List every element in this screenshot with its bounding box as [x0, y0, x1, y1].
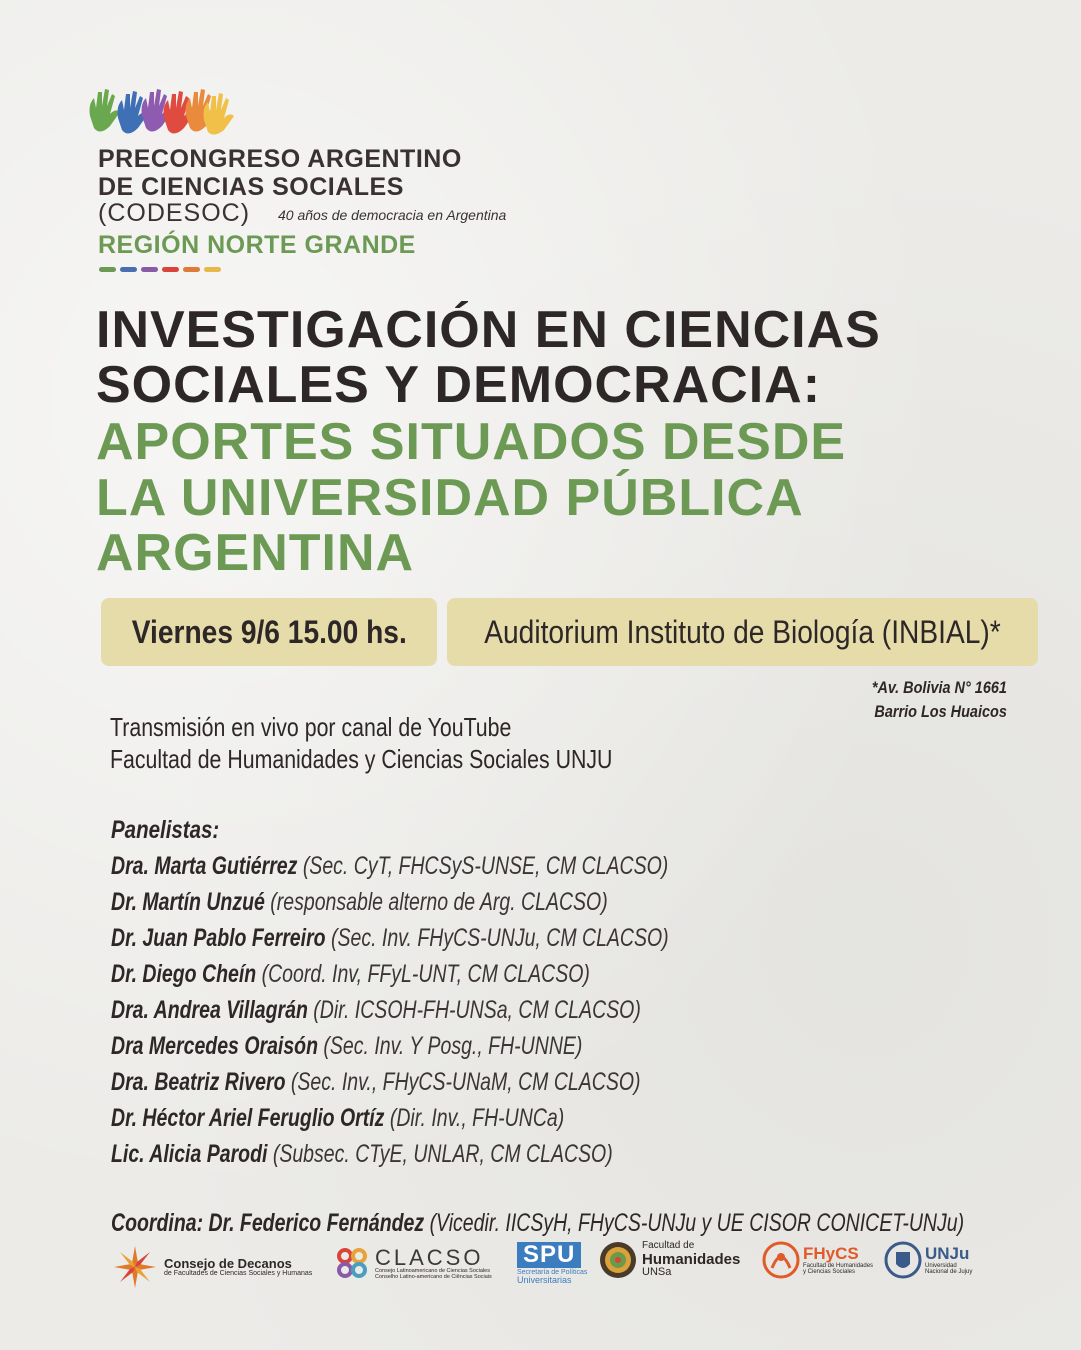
header-tagline: 40 años de democracia en Argentina: [278, 207, 507, 223]
panelist-affiliation: (Sec. Inv. FHyCS-UNJu, CM CLACSO): [325, 924, 669, 952]
header-region: REGIÓN NORTE GRANDE: [98, 231, 416, 259]
event-date-pill: [101, 598, 437, 666]
color-stripe: [141, 267, 158, 272]
panelist-name: Dr. Martín Unzué: [111, 888, 265, 916]
color-stripe: [183, 267, 200, 272]
unju-title: UNJu: [925, 1243, 970, 1263]
fhycs-title: FHyCS: [803, 1243, 859, 1263]
unju-subtitle-1: Universidad: [925, 1262, 957, 1269]
color-stripe: [204, 267, 221, 272]
title-line-1: INVESTIGACIÓN EN CIENCIAS: [96, 301, 881, 359]
panelist-item: [111, 885, 669, 921]
panelist-name: Dra. Marta Gutiérrez: [111, 852, 298, 880]
title-line-5: ARGENTINA: [96, 524, 415, 582]
decanos-title: Consejo de Decanos: [164, 1255, 292, 1271]
decanos-subtitle: de Facultades de Ciencias Sociales y Humanas: [164, 1270, 313, 1278]
mandala-icon: [598, 1240, 638, 1280]
color-stripe: [99, 267, 116, 272]
spu-title: SPU: [517, 1242, 581, 1268]
panelist-affiliation: (responsable alterno de Arg. CLACSO): [264, 888, 608, 916]
logo-spu: [517, 1242, 587, 1286]
panelist-name: Dr. Juan Pablo Ferreiro: [111, 924, 326, 952]
event-date: Viernes 9/6 15.00 hs.: [131, 613, 407, 650]
unju-shield-icon: [884, 1240, 922, 1280]
coordination-affiliation: (Vicedir. IICSyH, FHyCS-UNJu y UE CISOR CONICET-UNJu): [424, 1209, 965, 1237]
header-acronym: (CODESOC): [98, 199, 251, 227]
fhycs-subtitle-2: y Ciencias Sociales: [803, 1268, 856, 1275]
panelist-name: Dra. Andrea Villagrán: [111, 996, 308, 1024]
unju-subtitle-2: Nacional de Jujuy: [925, 1268, 973, 1275]
panelist-affiliation: (Sec. CyT, FHCSyS-UNSE, CM CLACSO): [297, 852, 669, 880]
panelist-name: Dra Mercedes Oraisón: [111, 1032, 319, 1060]
panelist-affiliation: (Sec. Inv., FHyCS-UNaM, CM CLACSO): [285, 1068, 641, 1096]
address-line-2: Barrio Los Huaicos: [874, 702, 1007, 721]
coordination-label: Coordina:: [111, 1209, 204, 1237]
panelists-heading: Panelistas:: [111, 816, 220, 844]
header-line-2: DE CIENCIAS SOCIALES: [98, 173, 404, 201]
hum-line-3: UNSa: [642, 1266, 672, 1279]
coordination-name: Dr. Federico Fernández: [203, 1209, 425, 1237]
panelist-affiliation: (Subsec. CTyE, UNLAR, CM CLACSO): [267, 1140, 613, 1168]
hum-line-2: Humanidades: [642, 1250, 741, 1268]
spu-subtitle-2: Universitarias: [517, 1275, 572, 1286]
stream-line-2: Facultad de Humanidades y Ciencias Sociales UNJU: [110, 744, 613, 774]
event-place-pill: [447, 598, 1038, 666]
panelist-item: [111, 1029, 669, 1065]
panelist-name: Dra. Beatriz Rivero: [111, 1068, 286, 1096]
clacso-subtitle-2: Conselho Latino-americano de Ciências Sociais: [375, 1273, 492, 1280]
logo-fhycs: [762, 1240, 873, 1280]
panelists-list: [111, 849, 826, 1173]
panelist-name: Dr. Héctor Ariel Feruglio Ortíz: [111, 1104, 385, 1132]
title-line-4: LA UNIVERSIDAD PÚBLICA: [96, 469, 804, 527]
panelist-affiliation: (Coord. Inv, FFyL-UNT, CM CLACSO): [256, 960, 590, 988]
color-stripes: [99, 267, 221, 272]
color-stripe: [120, 267, 137, 272]
logo-humanidades-unsa: [598, 1240, 740, 1280]
panelist-item: [111, 1101, 669, 1137]
logo-clacso: [333, 1244, 492, 1282]
panelist-item: [111, 1137, 669, 1173]
fhycs-emblem-icon: [762, 1240, 800, 1280]
panelist-affiliation: (Sec. Inv. Y Posg., FH-UNNE): [318, 1032, 583, 1060]
title-line-3: APORTES SITUADOS DESDE: [96, 413, 847, 471]
sun-star-icon: [112, 1244, 158, 1290]
logo-unju: [884, 1240, 972, 1280]
clacso-subtitle-1: Consejo Latinoamericano de Ciencias Sociales: [375, 1267, 490, 1274]
stream-line-1: Transmisión en vivo por canal de YouTube: [110, 712, 512, 742]
clacso-title: CLACSO: [375, 1244, 484, 1270]
panelist-affiliation: (Dir. Inv., FH-UNCa): [384, 1104, 565, 1132]
event-place: Auditorium Instituto de Biología (INBIAL)*: [484, 613, 1001, 650]
address-line-1: *Av. Bolivia N° 1661: [871, 678, 1007, 697]
sponsor-logos: [0, 1236, 1081, 1296]
clacso-knot-icon: [333, 1244, 371, 1282]
title-line-2: SOCIALES Y DEMOCRACIA:: [96, 356, 822, 414]
panelist-item: [111, 921, 669, 957]
panelist-item: [111, 957, 669, 993]
hum-line-1: Facultad de: [642, 1240, 695, 1252]
panelist-item: [111, 1065, 669, 1101]
spu-subtitle-1: Secretaría de Políticas: [517, 1269, 588, 1276]
panelist-item: [111, 993, 669, 1029]
logo-consejo-decanos: [112, 1244, 312, 1290]
fhycs-subtitle-1: Facultad de Humanidades: [803, 1262, 874, 1269]
panelist-affiliation: (Dir. ICSOH-FH-UNSa, CM CLACSO): [307, 996, 641, 1024]
panelist-item: [111, 849, 669, 885]
hands-logo-icon: [86, 86, 236, 138]
color-stripe: [162, 267, 179, 272]
header-line-1: PRECONGRESO ARGENTINO: [98, 145, 462, 173]
panelist-name: Lic. Alicia Parodi: [111, 1140, 268, 1168]
panelist-name: Dr. Diego Cheín: [111, 960, 257, 988]
coordination: [111, 1209, 964, 1238]
